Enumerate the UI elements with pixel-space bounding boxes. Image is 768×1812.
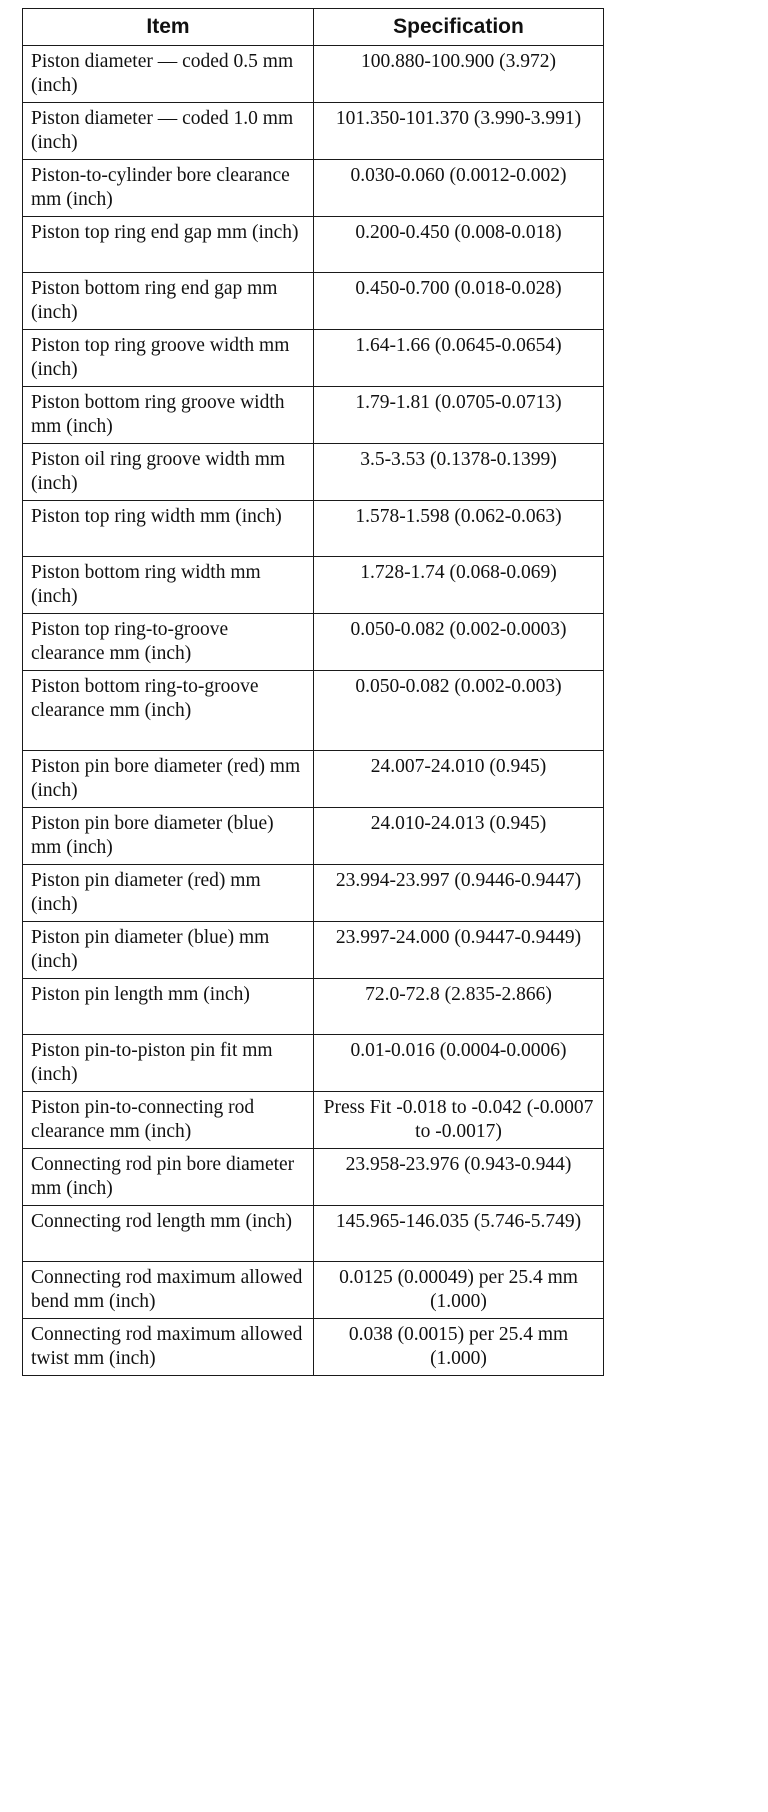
item-cell: Piston top ring width mm (inch): [23, 501, 314, 557]
item-cell: Piston diameter — coded 1.0 mm (inch): [23, 103, 314, 160]
table-row: [23, 865, 604, 922]
item-cell: Piston bottom ring-to-groove clearance mm (inch): [23, 671, 314, 751]
table-row: [23, 1319, 604, 1376]
table-row: [23, 671, 604, 751]
header-item: Item: [23, 9, 314, 46]
item-cell: Piston pin-to-piston pin fit mm (inch): [23, 1035, 314, 1092]
spec-cell: 0.0125 (0.00049) per 25.4 mm (1.000): [314, 1262, 604, 1319]
table-row: [23, 387, 604, 444]
spec-cell: 1.64-1.66 (0.0645-0.0654): [314, 330, 604, 387]
spec-cell: 72.0-72.8 (2.835-2.866): [314, 979, 604, 1035]
table-row: [23, 217, 604, 273]
spec-cell: 0.200-0.450 (0.008-0.018): [314, 217, 604, 273]
item-cell: Piston diameter — coded 0.5 mm (inch): [23, 46, 314, 103]
item-cell: Piston pin bore diameter (blue) mm (inch): [23, 808, 314, 865]
spec-cell: 0.050-0.082 (0.002-0.003): [314, 671, 604, 751]
item-cell: Piston oil ring groove width mm (inch): [23, 444, 314, 501]
table-row: [23, 1035, 604, 1092]
table-row: [23, 1149, 604, 1206]
item-cell: Piston pin diameter (blue) mm (inch): [23, 922, 314, 979]
item-cell: Connecting rod maximum allowed bend mm (inch): [23, 1262, 314, 1319]
spec-cell: 23.958-23.976 (0.943-0.944): [314, 1149, 604, 1206]
spec-cell: 100.880-100.900 (3.972): [314, 46, 604, 103]
spec-cell: 1.728-1.74 (0.068-0.069): [314, 557, 604, 614]
item-cell: Piston bottom ring groove width mm (inch): [23, 387, 314, 444]
table-row: [23, 751, 604, 808]
table-row: [23, 160, 604, 217]
item-cell: Connecting rod pin bore diameter mm (inch): [23, 1149, 314, 1206]
spec-cell: 1.79-1.81 (0.0705-0.0713): [314, 387, 604, 444]
item-cell: Connecting rod maximum allowed twist mm (inch): [23, 1319, 314, 1376]
spec-cell: 23.997-24.000 (0.9447-0.9449): [314, 922, 604, 979]
item-cell: Piston pin diameter (red) mm (inch): [23, 865, 314, 922]
spec-cell: 23.994-23.997 (0.9446-0.9447): [314, 865, 604, 922]
item-cell: Piston bottom ring end gap mm (inch): [23, 273, 314, 330]
table-row: [23, 1262, 604, 1319]
table-row: [23, 273, 604, 330]
table-row: [23, 103, 604, 160]
table-row: [23, 979, 604, 1035]
spec-cell: 145.965-146.035 (5.746-5.749): [314, 1206, 604, 1262]
table-row: [23, 1206, 604, 1262]
spec-cell: 24.010-24.013 (0.945): [314, 808, 604, 865]
spec-cell: 0.030-0.060 (0.0012-0.002): [314, 160, 604, 217]
item-cell: Piston pin-to-connecting rod clearance mm (inch): [23, 1092, 314, 1149]
table-row: [23, 614, 604, 671]
spec-cell: 3.5-3.53 (0.1378-0.1399): [314, 444, 604, 501]
item-cell: Piston pin bore diameter (red) mm (inch): [23, 751, 314, 808]
item-cell: Connecting rod length mm (inch): [23, 1206, 314, 1262]
spec-cell: 0.038 (0.0015) per 25.4 mm (1.000): [314, 1319, 604, 1376]
table-row: [23, 808, 604, 865]
specifications-table: [22, 8, 604, 1376]
header-specification: Specification: [314, 9, 604, 46]
table-row: [23, 444, 604, 501]
item-cell: Piston bottom ring width mm (inch): [23, 557, 314, 614]
item-cell: Piston pin length mm (inch): [23, 979, 314, 1035]
item-cell: Piston top ring end gap mm (inch): [23, 217, 314, 273]
table-row: [23, 557, 604, 614]
header-row: [23, 9, 604, 46]
spec-cell: 0.01-0.016 (0.0004-0.0006): [314, 1035, 604, 1092]
spec-cell: 101.350-101.370 (3.990-3.991): [314, 103, 604, 160]
spec-cell: Press Fit -0.018 to -0.042 (-0.0007 to -0.0017): [314, 1092, 604, 1149]
table-row: [23, 1092, 604, 1149]
table-row: [23, 46, 604, 103]
item-cell: Piston top ring-to-groove clearance mm (inch): [23, 614, 314, 671]
spec-cell: 24.007-24.010 (0.945): [314, 751, 604, 808]
table-row: [23, 501, 604, 557]
item-cell: Piston top ring groove width mm (inch): [23, 330, 314, 387]
spec-cell: 0.050-0.082 (0.002-0.0003): [314, 614, 604, 671]
spec-cell: 1.578-1.598 (0.062-0.063): [314, 501, 604, 557]
spec-cell: 0.450-0.700 (0.018-0.028): [314, 273, 604, 330]
item-cell: Piston-to-cylinder bore clearance mm (inch): [23, 160, 314, 217]
table-row: [23, 330, 604, 387]
table-row: [23, 922, 604, 979]
